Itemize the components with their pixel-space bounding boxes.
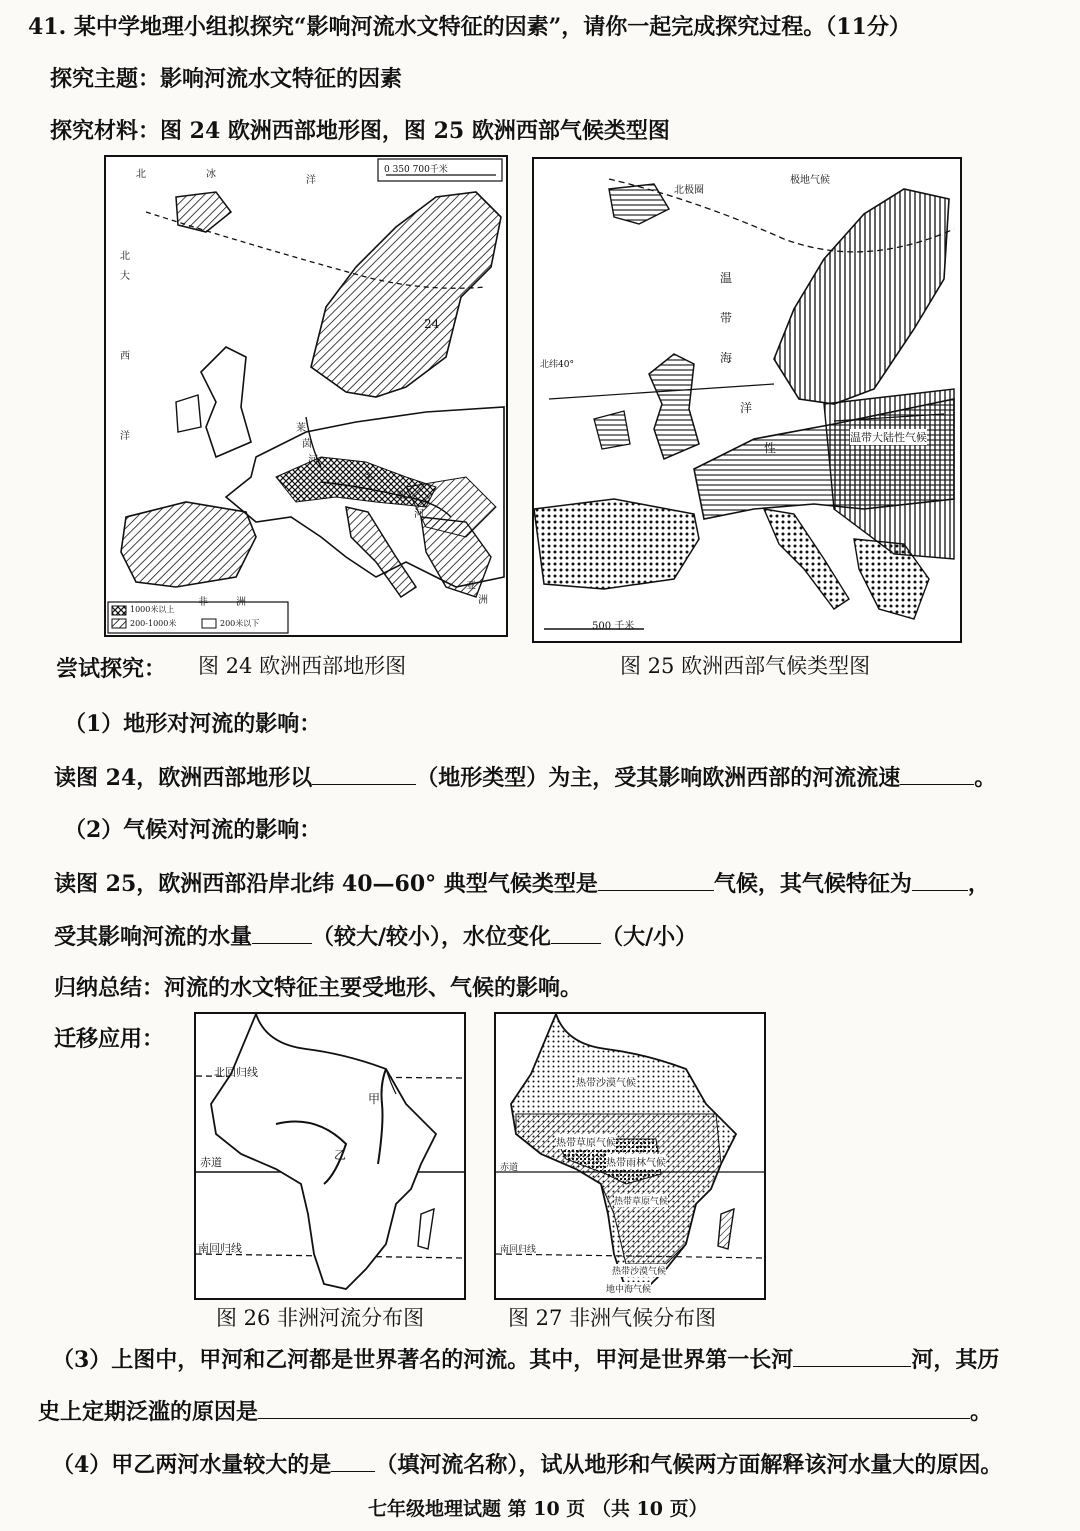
legend-low: 200米以下	[220, 619, 260, 628]
europe-terrain-map	[104, 155, 508, 637]
fig24-label: 河	[414, 509, 424, 520]
fig24-label: 河	[308, 455, 318, 466]
fig24-label: 洋	[120, 431, 130, 442]
q3-blank-reason[interactable]	[258, 1400, 970, 1419]
fig24-label: 冰	[206, 169, 216, 180]
europe-climate-map	[532, 157, 962, 643]
fig24-label: 莱	[296, 423, 306, 434]
summary-line: 归纳总结：河流的水文特征主要受地形、气候的影响。	[54, 975, 583, 1001]
q2-blank-level[interactable]	[551, 925, 601, 944]
q2-blank-feature[interactable]	[912, 872, 968, 891]
fig24-label: 洋	[306, 175, 316, 186]
fig24-label: 北	[136, 169, 146, 180]
africa-climate-map	[494, 1012, 766, 1300]
q2-text-b: 气候，其气候特征为	[713, 871, 912, 897]
fig27-label: 热带草原气候	[614, 1194, 668, 1207]
q3-end: 。	[970, 1399, 993, 1425]
fig24-label: 大	[120, 271, 130, 282]
fig27-label: 赤道	[500, 1163, 519, 1173]
fig24-caption: 图 24 欧洲西部地形图	[198, 654, 407, 678]
fig27-label: 热带雨林气候	[606, 1154, 666, 1169]
fig24-label: 北	[120, 251, 130, 262]
q1-blank-speed[interactable]	[900, 766, 974, 785]
fig25-label: 极地气候	[790, 175, 830, 186]
fig24-scale: 0 350 700千米	[384, 165, 448, 175]
q1-blank-terrain[interactable]	[312, 766, 416, 785]
q3-text-a: （3）上图中，甲河和乙河都是世界著名的河流。其中，甲河是世界第一长河	[52, 1347, 794, 1373]
river-yi-label: 乙	[334, 1148, 347, 1162]
equator-label: 赤道	[200, 1156, 222, 1169]
topic-line: 探究主题：影响河流水文特征的因素	[50, 66, 403, 92]
fig24-label: 洲	[478, 595, 488, 606]
q2-blank-volume[interactable]	[252, 925, 312, 944]
fig27-label: 热带草原气候	[556, 1134, 616, 1149]
transfer-label: 迁移应用：	[54, 1026, 165, 1052]
fig24-label: 亚	[466, 581, 476, 592]
q1-text-a: 读图 24，欧洲西部地形以	[54, 765, 313, 791]
fig24-label: 洲	[236, 597, 246, 608]
europe-terrain-drawing	[106, 157, 506, 635]
river-jia-label: 甲	[368, 1092, 381, 1106]
fig27-label: 地中海气候	[606, 1282, 651, 1295]
try-label: 尝试探究：	[56, 656, 167, 682]
fig27-label: 热带沙漠气候	[576, 1074, 636, 1089]
fig26-caption: 图 26 非洲河流分布图	[216, 1306, 425, 1330]
q2-text-c: 受其影响河流的水量	[54, 924, 253, 950]
fig24-label: 24	[424, 317, 440, 331]
q4-text-b: （填河流名称），试从地形和气候两方面解释该河水量大的原因。	[375, 1452, 1003, 1478]
q1-title: （1）地形对河流的影响：	[64, 711, 322, 737]
q3-line1	[52, 1348, 999, 1371]
fig27-label: 热带沙漠气候	[612, 1264, 666, 1277]
q2-text-d: （较大/较小），水位变化	[312, 924, 552, 950]
q2-title: （2）气候对河流的影响：	[64, 817, 322, 843]
fig25-label: 洋	[740, 401, 753, 415]
fig25-caption: 图 25 欧洲西部气候类型图	[620, 654, 871, 678]
fig25-label: 带	[720, 311, 733, 325]
fig24-label: 茵	[302, 439, 312, 450]
q1-line	[54, 766, 996, 789]
fig25-label: 温	[720, 271, 733, 285]
q2-text-a: 读图 25，欧洲西部沿岸北纬 40—60° 典型气候类型是	[54, 871, 598, 897]
q1-end: 。	[974, 765, 997, 791]
materials-line: 探究材料：图 24 欧洲西部地形图，图 25 欧洲西部气候类型图	[50, 118, 670, 144]
fig25-label: 北极圈	[674, 185, 704, 196]
question-title: 41. 某中学地理小组拟探究“影响河流水文特征的因素”，请你一起完成探究过程。（11分）	[28, 14, 911, 40]
q2-line2	[54, 925, 697, 948]
africa-river-map	[194, 1012, 466, 1300]
fig27-label: 南回归线	[500, 1245, 537, 1255]
q3-line2	[38, 1400, 992, 1423]
fig27-caption: 图 27 非洲气候分布图	[508, 1306, 717, 1330]
q2-text-e: （大/小）	[601, 924, 698, 950]
fig24-label: 多	[364, 473, 374, 484]
q4-line	[52, 1453, 1002, 1476]
legend-high: 1000米以上	[130, 605, 175, 614]
q3-blank-river[interactable]	[793, 1348, 911, 1367]
q2-blank-climate[interactable]	[598, 872, 714, 891]
fig24-label: 西	[120, 351, 130, 362]
legend-mid: 200-1000米	[130, 619, 177, 628]
q4-blank-river[interactable]	[331, 1453, 375, 1472]
page-footer: 七年级地理试题 第 10 页 （共 10 页）	[368, 1498, 708, 1520]
q3-text-b: 河，其历	[911, 1347, 1000, 1373]
fig25-label: 海	[720, 351, 733, 365]
q4-text-a: （4）甲乙两河水量较大的是	[52, 1452, 332, 1478]
q1-text-b: （地形类型）为主，受其影响欧洲西部的河流流速	[416, 765, 901, 791]
fig25-label: 性	[764, 441, 777, 455]
fig24-label: 瑙	[396, 491, 406, 502]
fig25-label: 温带大陆性气候	[850, 431, 927, 444]
q3-text-c: 史上定期泛滥的原因是	[38, 1399, 259, 1425]
q2-end: ，	[967, 871, 990, 897]
q2-line1	[54, 872, 990, 895]
tropic-south-label: 南回归线	[198, 1242, 242, 1255]
fig24-label: 非	[198, 597, 208, 608]
fig25-label: 北纬40°	[540, 360, 574, 370]
fig25-scale: 500 千米	[592, 621, 635, 632]
tropic-north-label: 北回归线	[214, 1066, 258, 1079]
